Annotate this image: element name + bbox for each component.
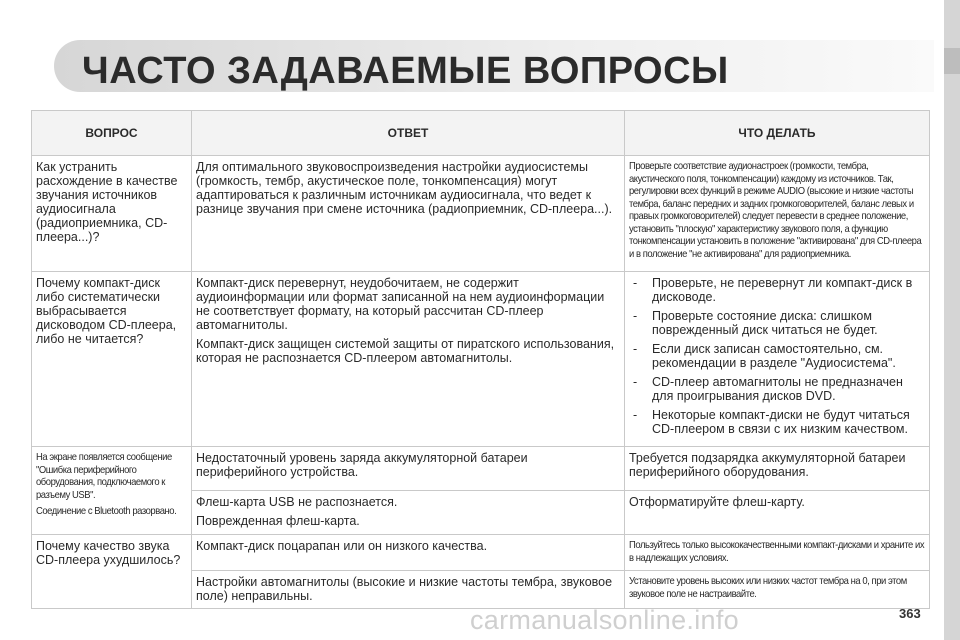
- action-cell: Требуется подзарядка аккумуляторной батареи периферийного оборудования.: [625, 447, 930, 491]
- answer-cell: Для оптимального звуковоспроизведения настройки аудиосистемы (громкость, тембр, акустическое поле, тонкомпенсация) могут адаптироваться к различным источникам аудиосигнала, что ведет к разнице звучания при смене источника (радиоприемник, CD-плеера...).: [192, 156, 625, 272]
- faq-table: [31, 110, 930, 609]
- action-list: [629, 276, 925, 436]
- list-item: - Проверьте, не перевернут ли компакт-диск в дисководе.: [629, 276, 925, 304]
- header-question: ВОПРОС: [32, 111, 192, 156]
- list-item: - CD-плеер автомагнитолы не предназначен для проигрывания дисков DVD.: [629, 375, 925, 403]
- action-cell: Отформатируйте флеш-карту.: [625, 491, 930, 535]
- header-action: ЧТО ДЕЛАТЬ: [625, 111, 930, 156]
- answer-cell: [192, 491, 625, 535]
- header-answer: ОТВЕТ: [192, 111, 625, 156]
- page-number: 363: [899, 606, 921, 621]
- list-item: - Проверьте состояние диска: слишком поврежденный диск читаться не будет.: [629, 309, 925, 337]
- table-row: [32, 535, 930, 571]
- table-row: [32, 447, 930, 491]
- action-text: Проверьте соответствие аудионастроек (громкости, тембра, акустического поля, тонкомпенсации) каждому из источников. Так, регулировки всех функций в режиме AUDIO (высокие и низкие частоты тембра, баланс передних и задних громкоговорителей, баланс левых и правых громкоговорителей) следует перевести в среднее положение, установить "плоскую" характеристику звукового поля, а функцию тонкомпенсации установить в положение "активирована" для CD-плеера и в положение "не активирована" для радиоприемника.: [629, 160, 922, 260]
- action-text: Установите уровень высоких или низких частот тембра на 0, при этом звуковое поле не настраивайте.: [629, 575, 907, 600]
- list-item: - Если диск записан самостоятельно, см. рекомендации в разделе "Аудиосистема".: [629, 342, 925, 370]
- answer-cell: Компакт-диск поцарапан или он низкого качества.: [192, 535, 625, 571]
- question-cell: Почему компакт-диск либо систематически выбрасывается дисководом CD-плеера, либо не читается?: [32, 272, 192, 447]
- table-row: [32, 156, 930, 272]
- answer-paragraph: Компакт-диск защищен системой защиты от пиратского использования, которая не распознается CD-плеером автомагнитолы.: [196, 337, 615, 365]
- answer-cell: [192, 272, 625, 447]
- list-item: - Некоторые компакт-диски не будут читаться CD-плеером в связи с их низким качеством.: [629, 408, 925, 436]
- table-header-row: [32, 111, 930, 156]
- action-cell: [625, 535, 930, 571]
- page-title: ЧАСТО ЗАДАВАЕМЫЕ ВОПРОСЫ: [82, 50, 729, 92]
- question-paragraph: Соединение с Bluetooth разорвано.: [36, 505, 177, 517]
- answer-paragraph: Компакт-диск перевернут, неудобочитаем, не содержит аудиоинформации или формат записанной на нем аудиоинформации не соответствует формату, на который рассчитан CD-плеер автомагнитолы.: [196, 276, 605, 332]
- question-cell: Почему качество звука CD-плеера ухудшилось?: [32, 535, 192, 609]
- action-cell: [625, 272, 930, 447]
- action-text: Пользуйтесь только высококачественными компакт-дисками и храните их в надлежащих условиях.: [629, 539, 925, 564]
- page-edge-rail: [944, 0, 960, 640]
- question-cell: [32, 447, 192, 535]
- question-cell: Как устранить расхождение в качестве звучания источников аудиосигнала (радиоприемника, CD-плеера...)?: [32, 156, 192, 272]
- watermark: carmanualsonline.info: [470, 605, 739, 635]
- answer-paragraph: Флеш-карта USB не распознается.: [196, 495, 398, 509]
- table-row: [32, 272, 930, 447]
- answer-paragraph: Поврежденная флеш-карта.: [196, 514, 360, 528]
- action-cell: [625, 571, 930, 609]
- question-paragraph: На экране появляется сообщение "Ошибка периферийного оборудования, подключаемого к разъему USB".: [36, 451, 172, 501]
- action-cell: [625, 156, 930, 272]
- answer-cell: Недостаточный уровень заряда аккумуляторной батареи периферийного устройства.: [192, 447, 625, 491]
- answer-cell: Настройки автомагнитолы (высокие и низкие частоты тембра, звуковое поле) неправильны.: [192, 571, 625, 609]
- chapter-tab-marker: [944, 48, 960, 74]
